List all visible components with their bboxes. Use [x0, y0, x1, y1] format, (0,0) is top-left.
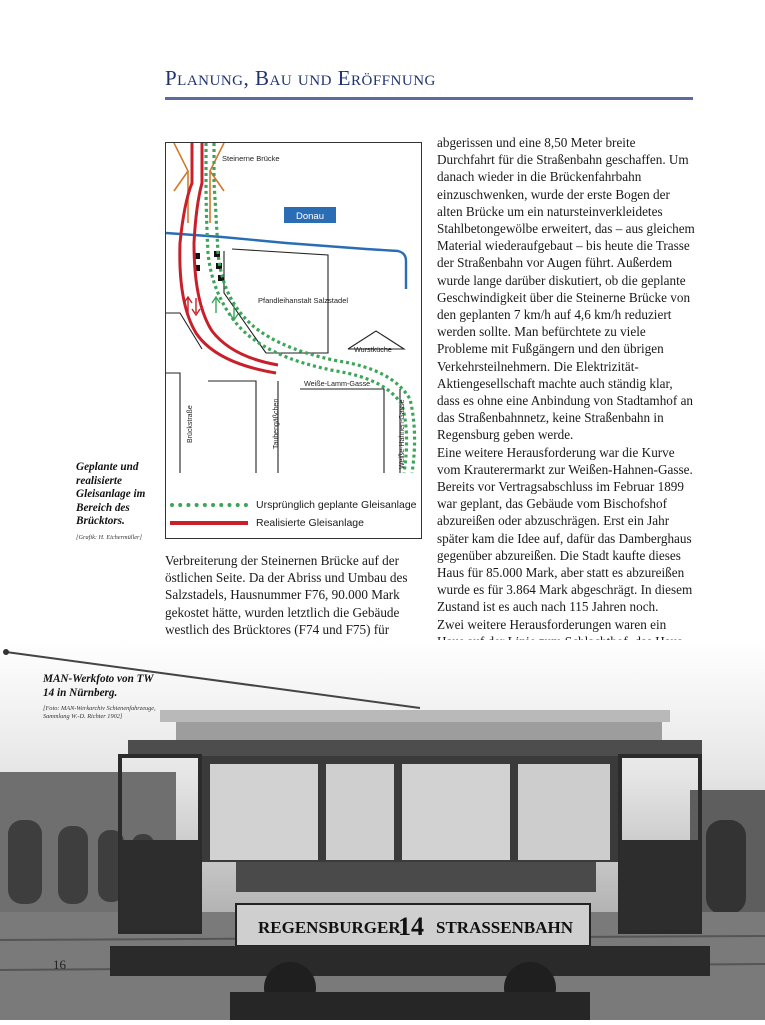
street-outlines	[166, 249, 404, 473]
legend-planned-label: Ursprünglich geplante Gleisanlage	[256, 499, 417, 511]
photo-caption	[43, 673, 163, 721]
header-rule	[165, 97, 693, 100]
body-paragraph: Zwei weitere Herausforderungen waren ein	[437, 616, 667, 632]
photo-caption-credit: [Foto: MAN-Werkarchiv Schienenfahrzeuge, Sammlung W.-D. Richter 1902]	[43, 705, 156, 721]
chapter-header	[165, 66, 693, 100]
realized-track	[180, 143, 278, 373]
body-paragraph: Eine weitere Herausforderung war die Kurve vom Krauterermarkt zur Weißen-Hahnen-Gasse. Bereits vor Vertragsabschluss im Februar 1899 war geplant, das Gebäude vom Bischofshof abzureißen oder abzuschrägen. Erst ein Jahr später kam die Idee auf, dafür das Damberghaus gegenüber abzureißen. Die Stadt kaufte dieses Haus für 85.000 Mark, aber statt es abzureißen wurde es für 3.864 Mark abgeschrägt. In diesem Zustand ist es auch nach 115 Jahren noch.	[437, 444, 693, 615]
map-caption-text: Geplante und realisierte Gleisanlage im Bereich des Brücktors.	[76, 461, 146, 528]
legend-realized	[170, 516, 364, 530]
street2-label: Taubengäßchen	[273, 398, 280, 449]
wurstkueche-label: Wurstküche	[354, 345, 392, 354]
planned-track	[206, 143, 415, 473]
legend-planned-swatch	[170, 503, 248, 507]
direction-arrows	[184, 297, 238, 320]
map-caption-credit: [Grafik: H. Eichermüller]	[76, 533, 142, 541]
bridge-label: Steinerne Brücke	[222, 154, 280, 163]
track-map	[165, 142, 422, 539]
body-paragraph: abgerissen und eine 8,50 Meter breite Durchfahrt für die Straßenbahn geschaffen. Um danach wieder in die Brückenfahrbahn einzuschwenken, wurde der erste Bogen der alten Brücke um ein natursteinverkleidetes Stahlbetongewölbe erweitert, das – aus gleichem Material wiederaufgebaut – bis heute die Trasse der Straßenbahn vor Augen führt. Außerdem wurde lange darüber diskutiert, ob die geplante Geschwindigkeit über die Steinerne Brücke von den geplanten 7 km/h auf 4,6 km/h reduziert werden sollte. Man befürchtete zu viele Probleme mit Fußgängern und den übrigen Verkehrsteilnehmern. Die Elektrizität-Aktiengesellschaft machte auch ständig klar, dass es ohne eine Anbindung von Stadtamhof an das Straßenbahnnetz, keine Straßenbahn in Regensburg geben werde.	[437, 135, 695, 443]
river-line	[166, 233, 406, 289]
legend-planned	[170, 498, 417, 512]
building-label: Pfandleihanstalt Salzstadel	[258, 296, 349, 305]
body-column-right	[437, 134, 695, 654]
legend-realized-swatch	[170, 521, 248, 525]
photo-caption-text: MAN-Werkfoto von TW 14 in Nürnberg.	[43, 673, 154, 699]
tram-sign-right: STRASSENBAHN	[436, 918, 573, 937]
body-paragraph: Verbreiterung der Steinernen Brücke auf der östlichen Seite. Da der Abriss und Umbau des Salzstadels, Hausnummer F76, 90.000 Mark gekostet hätte, wurden letztlich die Gebäude westlich des Brücktores (F74 und F75) für	[165, 553, 408, 637]
gasse-label: Weiße-Lamm-Gasse	[304, 379, 371, 388]
track-map-drawing	[166, 143, 421, 538]
chapter-title: Planung, Bau und Eröffnung	[165, 66, 436, 90]
river-label: Donau	[296, 211, 324, 222]
street3-label: Weiße-Hahnen-Gasse	[399, 399, 406, 469]
tram-number: 14	[398, 912, 424, 941]
tram-sign-left: REGENSBURGER	[258, 918, 401, 937]
legend-realized-label: Realisierte Gleisanlage	[256, 517, 364, 529]
map-caption	[76, 461, 156, 542]
street1-label: Brückstraße	[187, 405, 194, 443]
page-number: 16	[53, 957, 66, 972]
